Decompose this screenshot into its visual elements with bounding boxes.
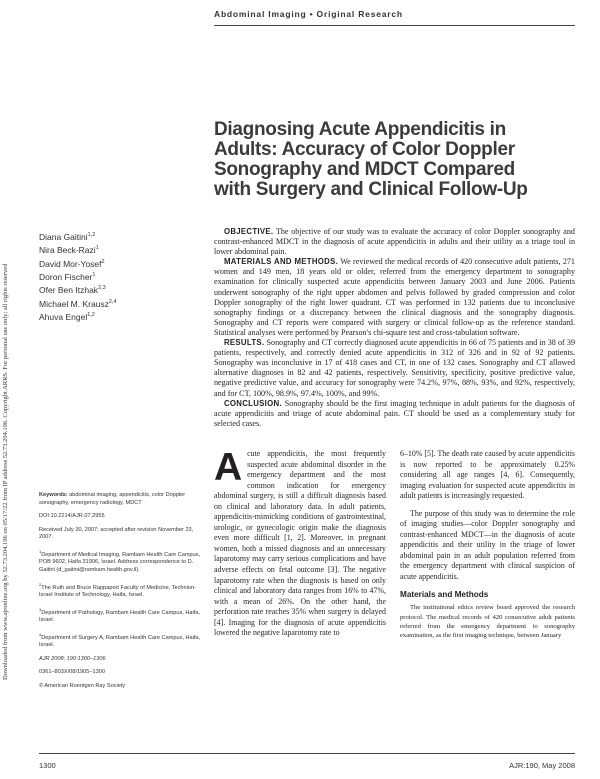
affiliation: $^4$Department of Surgery A, Rambam Health Care Campus, Haifa, Israel. xyxy=(39,631,201,649)
article-title: Diagnosing Acute Appendicitis in Adults: Accuracy of Color Doppler Sonography and MDCT Compared with Surgery and Clinical Follow-Up xyxy=(214,119,528,200)
affiliation: $^1$Department of Medical Imaging, Rambam Health Care Campus, POB 9602, Haifa 31906, Israel. Address correspondence to D. Gaitini (d_gaitini@rambam.health.gov.il). xyxy=(39,548,201,574)
issn: 0361–803X/08/1905–1300 xyxy=(39,669,105,676)
citation: AJR 2008; 190:1300–1306 xyxy=(39,655,106,662)
page-number: 1300 xyxy=(39,761,56,770)
article-metadata xyxy=(39,492,201,697)
intro-paragraph: Acute appendicitis, the most frequently suspected acute abdominal disorder in the emergency department and the most common indication for emergency abdominal surgery, is still a difficult diagnosis based on clinical and laboratory data. In adult patients, appendicitis-mimicking conditions of gastrointestinal, urologic, or gynecologic origin make the diagnosis even more difficult [1, 2]. Moreover, in pregnant women, both a missed diagnosis and an unnecessary laparotomy may carry serious complications and have adverse effects on fetal outcome [3]. The negative laparotomy rate when the diagnosis is based on only clinical and laboratory data ranges from 16% to 47%, with a mean of 26%. On the other hand, the perforation rate reaches 35% when surgery is delayed [4]. Imaging for the diagnosis of acute appendicitis lowered the negative laparotomy rate to xyxy=(214,446,386,638)
author: Ofer Ben Itzhak$^{2,3}$ xyxy=(39,285,106,296)
methods-heading: Materials and Methods xyxy=(400,589,489,599)
author: Nira Beck-Razi$^1$ xyxy=(39,245,99,256)
section-label: Abdominal Imaging • Original Research xyxy=(214,9,403,19)
copyright: © American Roentgen Ray Society xyxy=(39,682,126,689)
purpose-paragraph: The purpose of this study was to determine the role of imaging studies—color Doppler sonography and contrast-enhanced MDCT—in the diagnosis of acute appendicitis and their utility in the triage of lower abdominal pain in an adult population referred from the emergency department with clinical suspicion of acute appendicitis. xyxy=(400,508,575,582)
footer-divider xyxy=(39,753,575,754)
body-column-right xyxy=(400,449,575,641)
body-column-left xyxy=(214,446,386,639)
download-notice-text: Downloaded from www.ajronline.org by 52.73.204.196 on 05/17/22 from IP address 52.73.204.196. Copyright ARRS. For personal use only; all rights reserved xyxy=(2,263,9,680)
abstract-conclusion: CONCLUSION. Sonography should be the first imaging technique in adult patients for the diagnosis of acute appendicitis and triage of acute abdominal pain. CT should be used as a complementary study for selected cases. xyxy=(214,398,575,428)
author: Diana Gaitini$^{1,2}$ xyxy=(39,231,96,242)
intro-paragraph-continued: 6–10% [5]. The death rate caused by acute appendicitis is now reported to be approximately 0.25% considering all age ranges [4, 6]. Consequently, imaging evaluation for suspected acute appendicitis in adult patients is increasingly requested. xyxy=(400,449,575,501)
abstract-methods: MATERIALS AND METHODS. We reviewed the medical records of 420 consecutive adult patients, 271 women and 149 men, 18 years old or older, referred from the emergency department to sonography examination for clinically suspected acute appendicitis between January 2003 and June 2006. Patients underwent sonography of the right upper abdomen and pelvis followed by graded compression and color Doppler sonography of the right lower quadrant. CT was performed in 132 patients due to inconclusive sonography findings or a discrepancy between the clinical diagnosis and the sonography diagnosis. Sonography and CT reports were compared with surgery or clinical follow-up as the reference standard. Statistical analyses were performed by Pearson's chi-square test and cross-tabulation software. xyxy=(214,257,575,337)
author: Doron Fischer$^1$ xyxy=(39,271,96,282)
abstract-results: RESULTS. Sonography and CT correctly diagnosed acute appendicitis in 66 of 75 patients and in 38 of 39 patients, respectively, and correctly denied acute appendicitis in 312 of 326 and in 92 of 92 patients. Sonography was inconclusive in 17 of 418 cases and CT, in one of 132 cases. Sonography and CT allowed alternative diagnoses in 82 and 42 patients, respectively. Sensitivity, specificity, positive predictive value, negative predictive value, and accuracy for sonography were 74.2%, 97%, 88%, 93%, and 92%, respectively, and for CT, 100%, 98.9%, 97.4%, 100%, and 99%. xyxy=(214,338,575,398)
author: Michael M. Krausz$^{2,4}$ xyxy=(39,298,117,309)
abstract-objective: OBJECTIVE. The objective of our study was to evaluate the accuracy of color Doppler sonography and contrast-enhanced MDCT in the diagnosis of acute appendicitis in adults and their utility as a triage tool in lower abdominal pain. xyxy=(214,227,575,257)
download-notice xyxy=(1,120,11,680)
affiliation: $^2$The Ruth and Bruce Rappaport Faculty of Medicine, Technion-Israel Institute of Technology, Haifa, Israel. xyxy=(39,581,196,599)
doi: DOI:10.2214/AJR.07.2955 xyxy=(39,513,105,520)
keywords: Keywords: abdominal imaging, appendicitis, color Doppler sonography, emergency radiology, MDCT xyxy=(39,492,186,506)
abstract xyxy=(214,227,575,429)
methods-paragraph: The institutional ethics review board approved the research protocol. The medical records of 420 consecutive adult patients referred from the emergency department to sonography examination, as the first imaging technique, between January xyxy=(400,604,575,640)
author: Ahuva Engel$^{1,2}$ xyxy=(39,311,95,322)
author-list xyxy=(39,230,209,323)
header-divider xyxy=(214,25,575,26)
drop-cap: A xyxy=(214,446,243,489)
journal-reference: AJR:190, May 2008 xyxy=(509,761,575,770)
received-date: Received July 30, 2007; accepted after revision November 23, 2007. xyxy=(39,526,194,541)
author: David Mor-Yosef$^2$ xyxy=(39,258,105,269)
affiliation: $^3$Department of Pathology, Rambam Health Care Campus, Haifa, Israel. xyxy=(39,606,201,624)
